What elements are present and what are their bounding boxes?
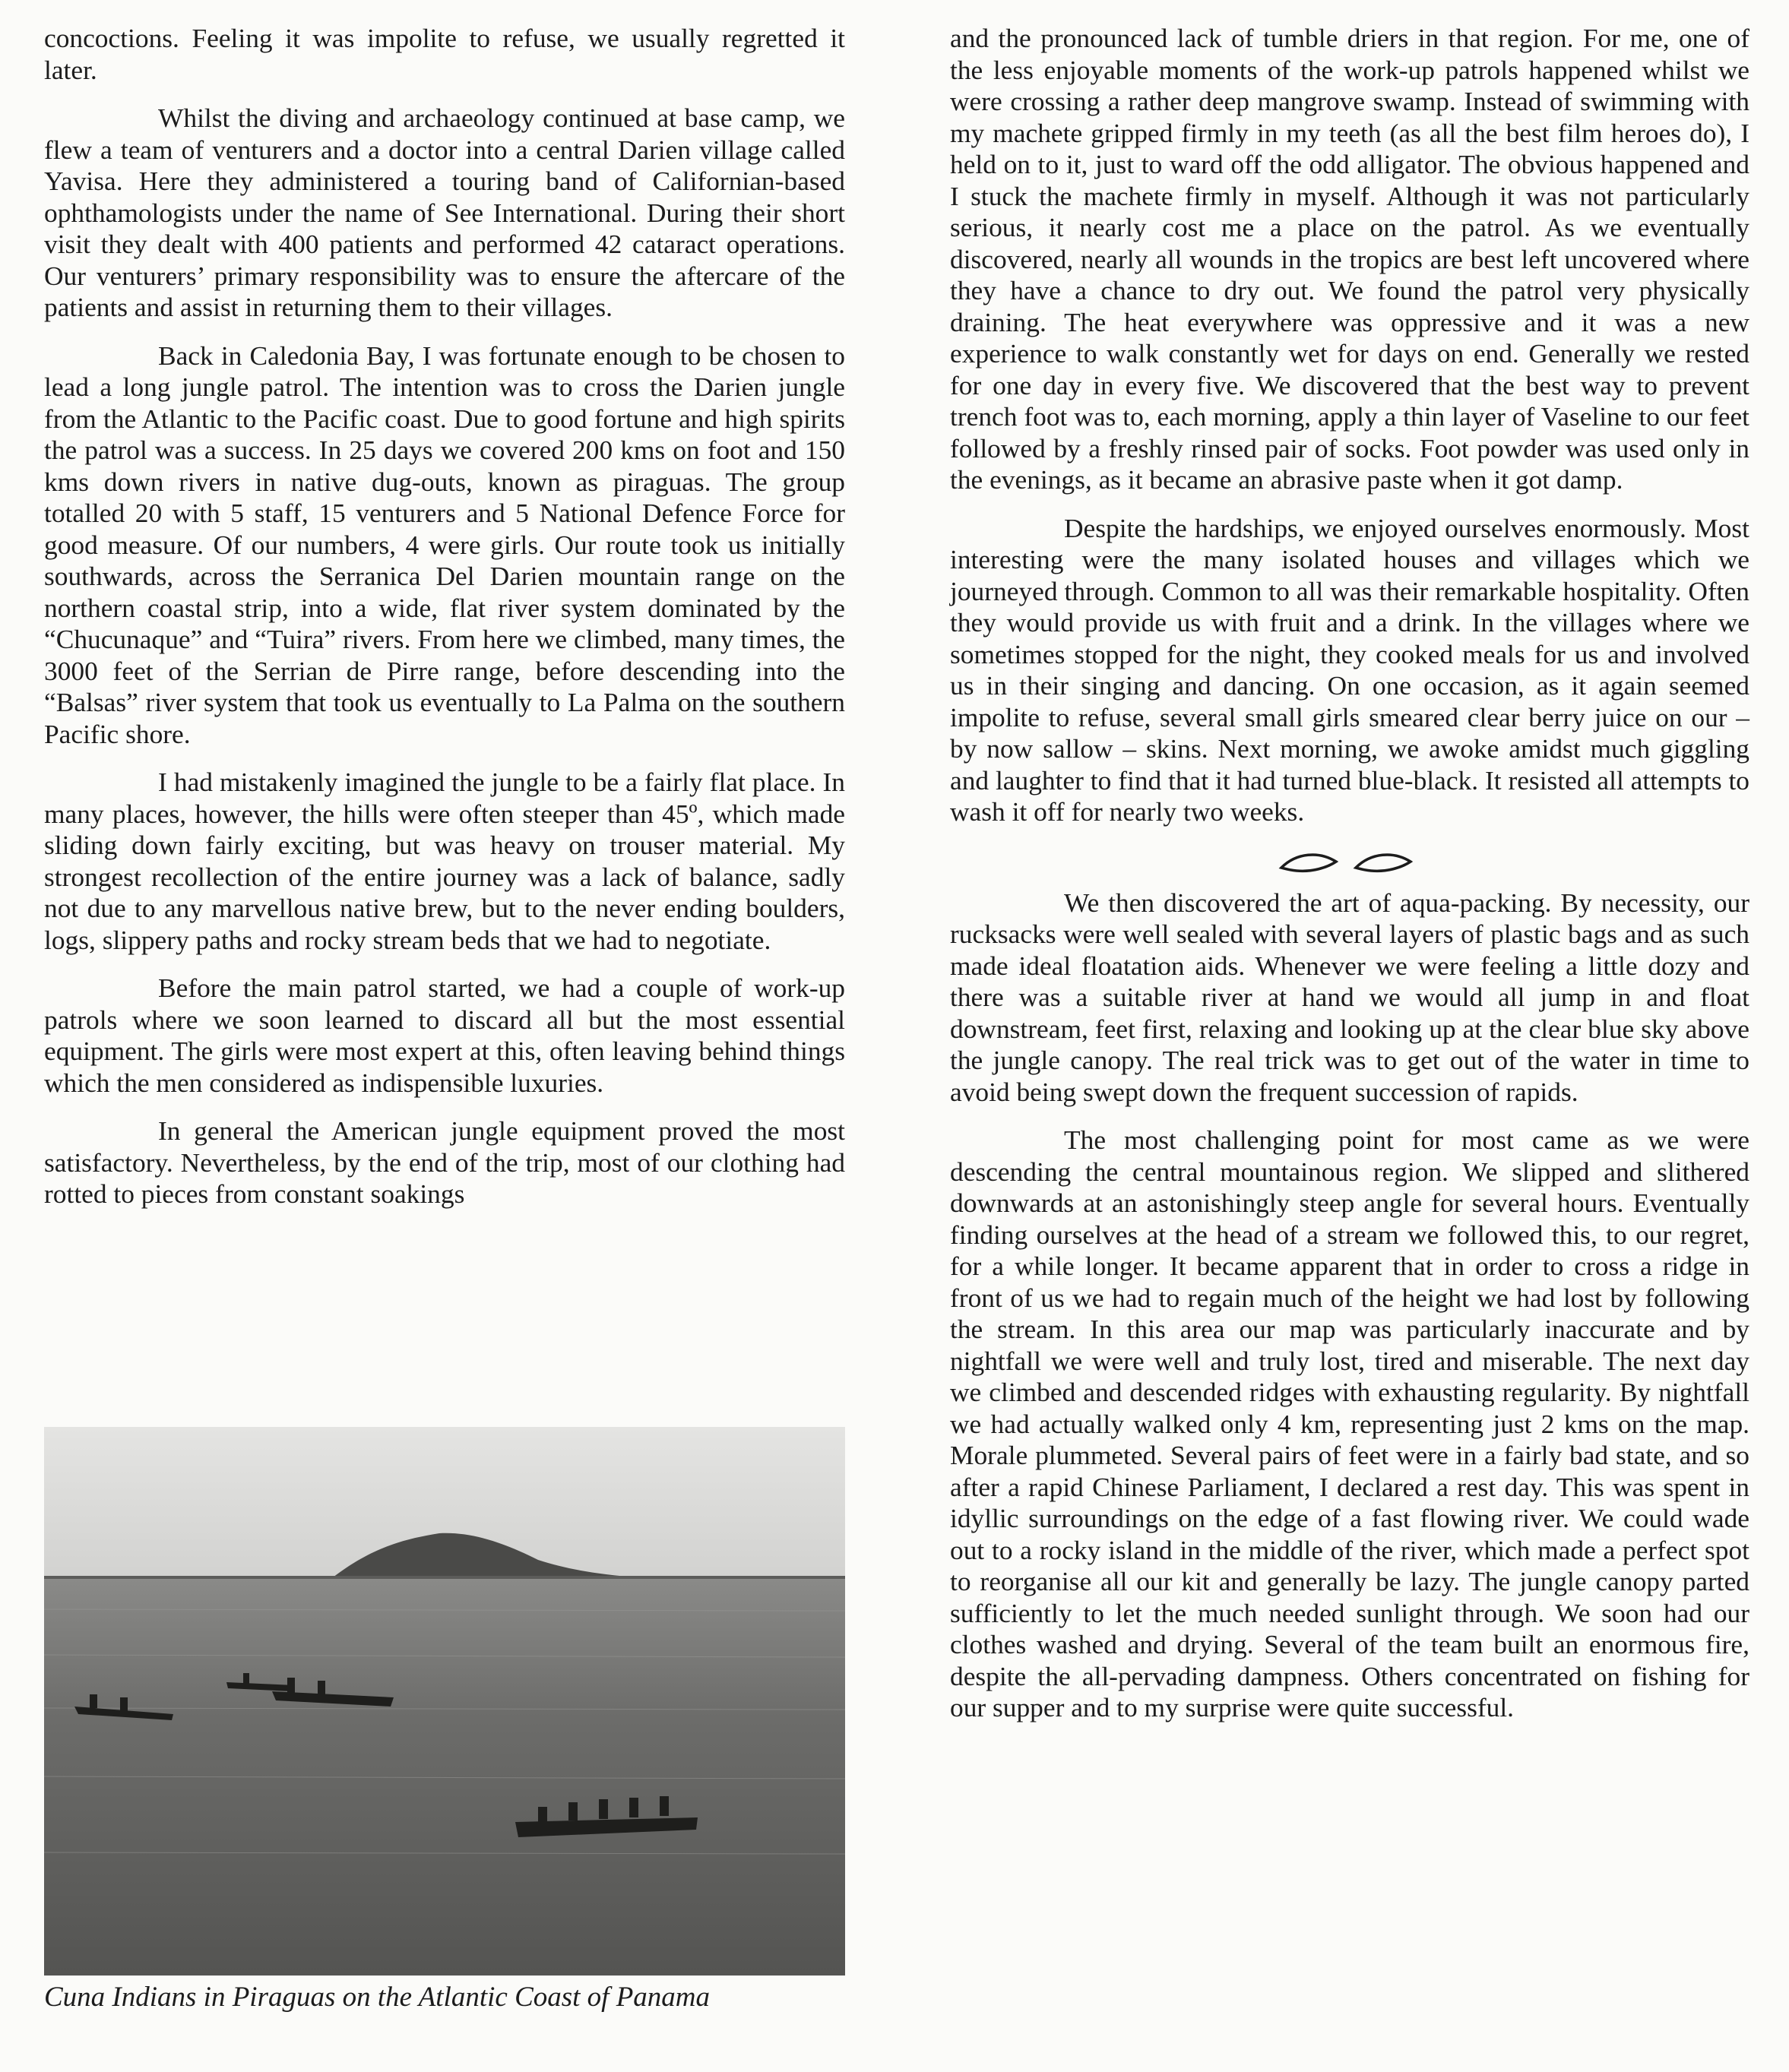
paragraph: Whilst the diving and archaeology continued at base camp, we flew a team of venturers and a doctor into a central Darien village called Yavisa. Here they administered a touring band of Californian-based ophthamologists under the name of See International. During their short visit they dealt with 400 patients and performed 42 cataract operations. Our venturers’ primary responsibility was to ensure the aftercare of the patients and assist in returning them to their villages. [44, 103, 845, 322]
photo-image [44, 1427, 845, 1976]
paragraph: Despite the hardships, we enjoyed ourselves enormously. Most interesting were the many isolated houses and villages which we journeyed through. Common to all was their remarkable hospitality. Often they would provide us with fruit and a drink. In the villages where we sometimes stopped for the night, they cooked meals for us and involved us in their singing and dancing. On one occasion, as it again seemed impolite to refuse, several small girls smeared clear berry juice on our – by now sallow – skins. Next morning, we awoke amidst much giggling and laughter to find that it had turned blue-black. It resisted all attempts to wash it off for nearly two weeks. [950, 512, 1749, 827]
double-fish-ornament-icon [1274, 845, 1426, 880]
paragraph: and the pronounced lack of tumble driers in that region. For me, one of the less enjoyable moments of the work-up patrols happened whilst we were crossing a rather deep mangrove swamp. Instead of swimming with my machete gripped firmly in my teeth (as all the best film heroes do), I held on to it, just to ward off the odd alligator. The obvious happened and I stuck the machete firmly in myself. Although it was not particularly serious, it nearly cost me a place on the patrol. As we eventually discovered, nearly all wounds in the tropics are best left uncovered where they have a chance to dry out. We found the patrol very physically draining. The heat everywhere was oppressive and it was a new experience to walk constantly wet for days on end. Generally we rested for one day in every five. We discovered that the best way to prevent trench foot was to, each morning, apply a thin layer of Vaseline to our feet followed by a freshly rinsed pair of socks. Foot powder was used only in the evenings, as it became an abrasive paste when it got damp. [950, 23, 1749, 495]
paragraph: Before the main patrol started, we had a couple of work-up patrols where we soon learned to discard all but the most essential equipment. The girls were most expert at this, often leaving behind things which the men considered as indispensible luxuries. [44, 973, 845, 1098]
paragraph: In general the American jungle equipment proved the most satisfactory. Nevertheless, by the end of the trip, most of our clothing had rotted to pieces from constant soakings [44, 1115, 845, 1209]
paragraph: We then discovered the art of aqua-packing. By necessity, our rucksacks were well sealed with several layers of plastic bags and as such made ideal floatation aids. Whenever we were feeling a little dozy and there was a suitable river at hand we would all jump in and float downstream, feet first, relaxing and looking up at the clear blue sky above the jungle canopy. The real trick was to get out of the water in time to avoid being swept down the frequent succession of rapids. [950, 887, 1749, 1107]
paragraph: concoctions. Feeling it was impolite to refuse, we usually regretted it later. [44, 23, 845, 85]
paragraph: I had mistakenly imagined the jungle to be a fairly flat place. In many places, however, the hills were often steeper than 45º, which made sliding down fairly exciting, but was heavy on trouser material. My strongest recollection of the entire journey was a lack of balance, sadly not due to any marvellous native brew, but to the never ending boulders, logs, slippery paths and rocky stream beds that we had to negotiate. [44, 767, 845, 955]
paragraph: The most challenging point for most came as we were descending the central mountainous region. We slipped and slithered downwards at an astonishingly steep angle for several hours. Eventually finding ourselves at the head of a stream we followed this, to our regret, for a while longer. It became apparent that in order to cross a ridge in front of us we had to regain much of the height we had lost by following the stream. In this area our map was particularly inaccurate and by nightfall we were well and truly lost, tired and miserable. The next day we climbed and descended ridges with exhausting regularity. By nightfall we had actually walked only 4 km, representing just 2 kms on the map. Morale plummeted. Several pairs of feet were in a fairly bad state, and so after a rapid Chinese Parliament, I declared a rest day. This was spent in idyllic surroundings on the edge of a fast flowing river. We could wade out to a rocky island in the middle of the river, which made a perfect spot to reorganise all our kit and generally be lazy. The jungle canopy parted sufficiently to let the much needed sunlight through. We soon had our clothes washed and drying. Several of the team built an enormous fire, despite the all-pervading dampness. Others concentrated on fishing for our supper and to my surprise were quite successful. [950, 1125, 1749, 1722]
right-column [950, 23, 1749, 1741]
left-column [44, 23, 845, 1227]
photo-caption: Cuna Indians in Piraguas on the Atlantic Coast of Panama [44, 1982, 711, 2013]
paragraph: Back in Caledonia Bay, I was fortunate enough to be chosen to lead a long jungle patrol. The intention was to cross the Darien jungle from the Atlantic to the Pacific coast. Due to good fortune and high spirits the patrol was a success. In 25 days we covered 200 kms on foot and 150 kms down rivers in native dug-outs, known as piraguas. The group totalled 20 with 5 staff, 15 venturers and 5 National Defence Force for good measure. Of our numbers, 4 were girls. Our route took us initially southwards, across the Serranica Del Darien mountain range on the northern coastal strip, into a wide, flat river system dominated by the “Chucunaque” and “Tuira” rivers. From here we climbed, many times, the 3000 feet of the Serrian de Pirre range, before descending into the “Balsas” river system that took us eventually to La Palma on the southern Pacific shore. [44, 340, 845, 749]
canoe-photograph [44, 1427, 845, 1976]
